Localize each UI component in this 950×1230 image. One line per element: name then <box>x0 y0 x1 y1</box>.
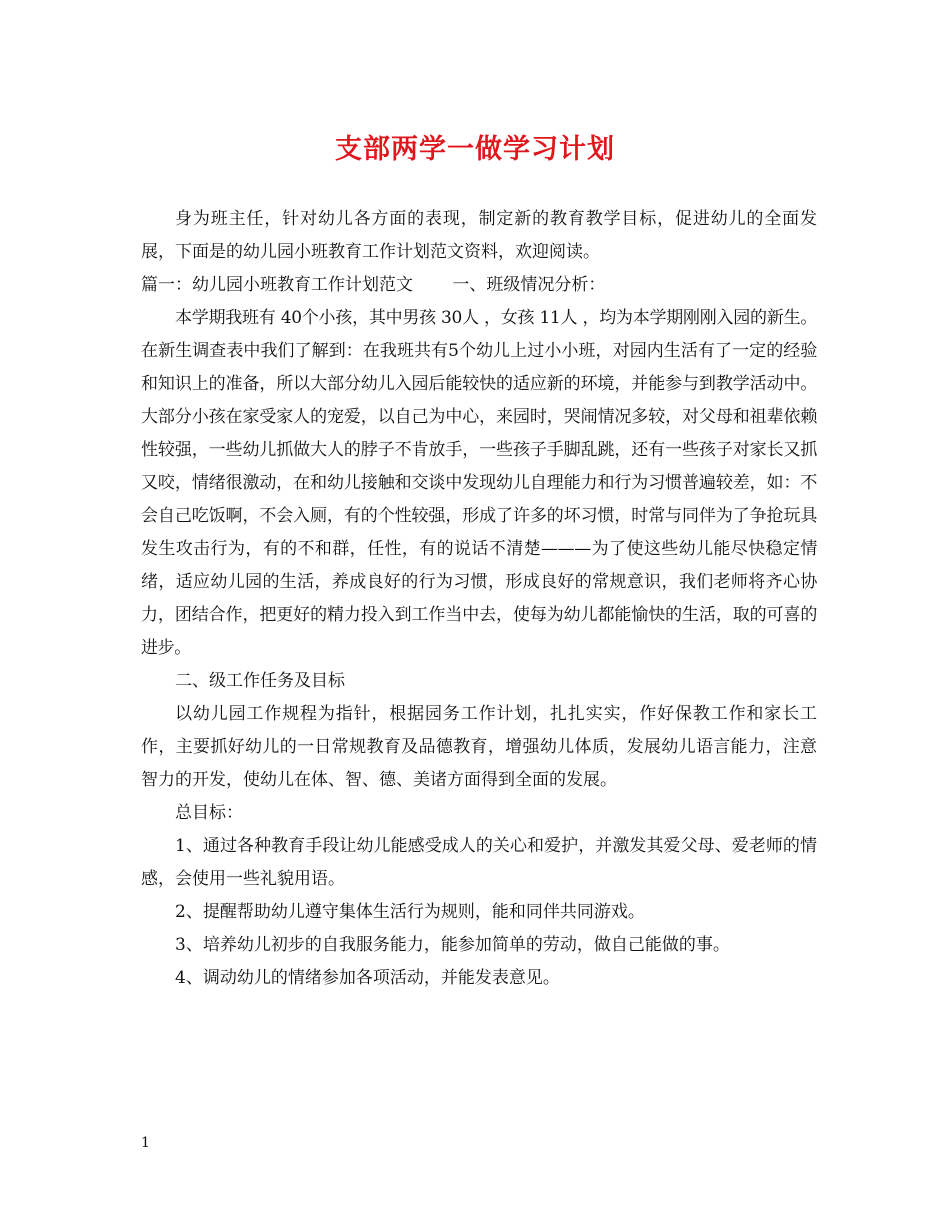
goal-item: 3、培养幼儿初步的自我服务能力，能参加简单的劳动，做自己能做的事。 <box>175 935 730 955</box>
page-number: 1 <box>141 1135 150 1151</box>
section-heading-class-analysis: 篇一：幼儿园小班教育工作计划范文 一、班级情况分析： <box>141 275 606 295</box>
intro-paragraph: 身为班主任，针对幼儿各方面的表现，制定新的教育教学目标，促进幼儿的全面发展，下面是的幼儿园小班教育工作计划范文资料，欢迎阅读。 <box>141 209 817 262</box>
class-analysis-paragraph: 本学期我班有 40个小孩，其中男孩 30人 ，女孩 11人 ，均为本学期刚刚入园的新生。在新生调查表中我们了解到：在我班共有5个幼儿上过小小班，对园内生活有了一定的经验和知识上的准备，所以大部分幼儿入园后能较快的适应新的环境，并能参与到教学活动中。大部分小孩在家受家人的宠爱，以自己为中心，来园时，哭闹情况多较，对父母和祖辈依赖性较强，一些幼儿抓做大人的脖子不肯放手，一些孩子手脚乱跳，还有一些孩子对家长又抓又咬，情绪很激动，在和幼儿接触和交谈中发现幼儿自理能力和行为习惯普遍较差，如：不会自己吃饭啊，不会入厕，有的个性较强，形成了许多的坏习惯，时常与同伴为了争抢玩具发生攻击行为，有的不和群，任性，有的说话不清楚———为了使这些幼儿能尽快稳定情绪，适应幼儿园的生活，养成良好的行为习惯，形成良好的常规意识，我们老师将齐心协力，团结合作，把更好的精力投入到工作当中去，使每为幼儿都能愉快的生活，取的可喜的进步。 <box>141 308 817 658</box>
document-title: 支部两学一做学习计划 <box>335 134 615 165</box>
tasks-paragraph: 以幼儿园工作规程为指针，根据园务工作计划，扎扎实实，作好保教工作和家长工作，主要抓好幼儿的一日常规教育及品德教育，增强幼儿体质，发展幼儿语言能力，注意智力的开发，使幼儿在体、智、德、美诸方面得到全面的发展。 <box>141 704 817 790</box>
goal-item: 2、提醒帮助幼儿遵守集体生活行为规则，能和同伴共同游戏。 <box>175 902 645 922</box>
document-body <box>141 203 817 995</box>
goal-item: 4、调动幼儿的情绪参加各项活动，并能发表意见。 <box>175 968 560 988</box>
goals-heading: 总目标： <box>175 803 243 823</box>
goal-item: 1、通过各种教育手段让幼儿能感受成人的关心和爱护，并激发其爱父母、爱老师的情感，会使用一些礼貌用语。 <box>141 836 817 889</box>
section-heading-tasks: 二、级工作任务及目标 <box>175 671 345 691</box>
